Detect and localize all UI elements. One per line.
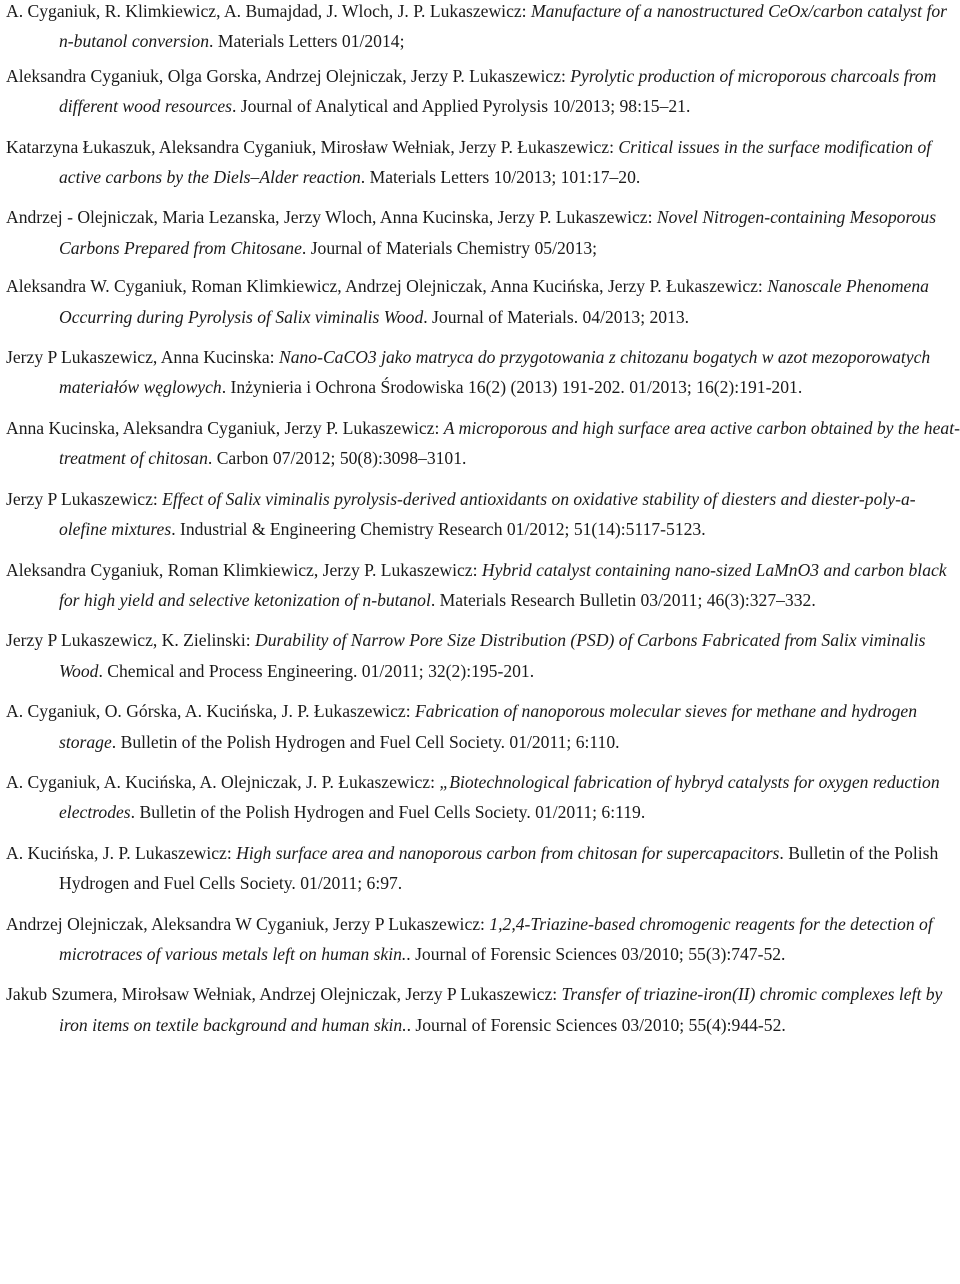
reference-authors: Aleksandra Cyganiuk, Olga Gorska, Andrzej Olejniczak, Jerzy P. Lukaszewicz: bbox=[6, 65, 571, 86]
reference-title: 1,2,4-Triazine-based chromogenic reagents for the detection of microtraces of various metals left on human skin. bbox=[59, 913, 933, 964]
reference-source: . Materials Letters 01/2014; bbox=[209, 31, 405, 52]
reference-source: . Industrial & Engineering Chemistry Research 01/2012; 51(14):5117-5123. bbox=[171, 519, 706, 540]
reference-authors: A. Cyganiuk, O. Górska, A. Kucińska, J. P. Łukaszewicz: bbox=[6, 701, 415, 722]
reference-authors: Aleksandra W. Cyganiuk, Roman Klimkiewicz, Andrzej Olejniczak, Anna Kucińska, Jerzy P. Łukaszewicz: bbox=[6, 276, 768, 297]
reference-authors: Jerzy P Lukaszewicz, Anna Kucinska: bbox=[6, 347, 279, 368]
reference-source: . Inżynieria i Ochrona Środowiska 16(2) (2013) 191-202. 01/2013; 16(2):191-201. bbox=[221, 377, 803, 398]
reference-title: „Biotechnological fabrication of hybryd catalysts for oxygen reduction electrodes bbox=[59, 771, 940, 823]
reference-source: . Journal of Materials. 04/2013; 2013. bbox=[423, 306, 690, 327]
reference-title: Transfer of triazine-iron(II) chromic complexes left by iron items on textile background and human skin. bbox=[59, 984, 943, 1035]
reference-source: . Bulletin of the Polish Hydrogen and Fuel Cells Society. 01/2011; 6:119. bbox=[130, 802, 646, 823]
reference-title: High surface area and nanoporous carbon from chitosan for supercapacitors bbox=[236, 842, 780, 863]
reference-source: . Bulletin of the Polish Hydrogen and Fuel Cells Society. 01/2011; 6:97. bbox=[59, 842, 939, 894]
reference-authors: A. Kucińska, J. P. Lukaszewicz: bbox=[6, 842, 237, 863]
reference-source: . Bulletin of the Polish Hydrogen and Fuel Cell Society. 01/2011; 6:110. bbox=[111, 731, 620, 752]
reference-source: . Materials Letters 10/2013; 101:17–20. bbox=[360, 167, 641, 188]
reference-title: Pyrolytic production of microporous charcoals from different wood resources bbox=[59, 65, 937, 117]
reference-authors: Andrzej - Olejniczak, Maria Lezanska, Jerzy Wloch, Anna Kucinska, Jerzy P. Lukaszewicz: bbox=[6, 207, 657, 228]
reference-source: . Journal of Forensic Sciences 03/2010; 55(3):747-52. bbox=[406, 943, 786, 964]
reference-title: Hybrid catalyst containing nano-sized LaMnO3 and carbon black for high yield and selective ketonization of n-butanol bbox=[59, 559, 947, 610]
reference-authors: A. Cyganiuk, R. Klimkiewicz, A. Bumajdad, J. Wloch, J. P. Lukaszewicz: bbox=[6, 1, 531, 21]
reference-item bbox=[6, 625, 960, 686]
reference-title: Critical issues in the surface modification of active carbons by the Diels–Alder reaction bbox=[59, 136, 932, 188]
reference-item bbox=[6, 0, 960, 57]
reference-title: Effect of Salix viminalis pyrolysis-derived antioxidants on oxidative stability of diesters and diester-poly-a-olefine mixtures bbox=[59, 488, 916, 540]
reference-item bbox=[6, 979, 960, 1040]
reference-source: . Materials Research Bulletin 03/2011; 46(3):327–332. bbox=[430, 589, 816, 610]
reference-authors: Jerzy P Lukaszewicz: bbox=[6, 488, 163, 509]
reference-authors: A. Cyganiuk, A. Kucińska, A. Olejniczak, J. P. Łukaszewicz: bbox=[6, 771, 440, 792]
reference-source: . Journal of Forensic Sciences 03/2010; 55(4):944-52. bbox=[406, 1014, 786, 1035]
reference-item bbox=[6, 767, 960, 828]
reference-title: Novel Nitrogen-containing Mesoporous Carbons Prepared from Chitosane bbox=[59, 207, 937, 258]
reference-item bbox=[6, 413, 960, 474]
reference-item bbox=[6, 271, 960, 332]
reference-source: . Carbon 07/2012; 50(8):3098–3101. bbox=[207, 448, 467, 469]
reference-item bbox=[6, 132, 960, 193]
reference-title: Fabrication of nanoporous molecular sieves for methane and hydrogen storage bbox=[59, 701, 918, 752]
reference-source: . Journal of Materials Chemistry 05/2013; bbox=[301, 237, 598, 258]
reference-authors: Jerzy P Lukaszewicz, K. Zielinski: bbox=[6, 630, 256, 651]
reference-authors: Katarzyna Łukaszuk, Aleksandra Cyganiuk, Mirosław Wełniak, Jerzy P. Łukaszewicz: bbox=[6, 136, 619, 157]
reference-item bbox=[6, 555, 960, 616]
reference-title: Durability of Narrow Pore Size Distribution (PSD) of Carbons Fabricated from Salix viminalis Wood bbox=[59, 630, 926, 681]
reference-item bbox=[6, 696, 960, 757]
reference-source: . Chemical and Process Engineering. 01/2011; 32(2):195-201. bbox=[98, 660, 535, 681]
reference-title: Manufacture of a nanostructured CeOx/carbon catalyst for n-butanol conversion bbox=[59, 1, 947, 52]
reference-item bbox=[6, 61, 960, 122]
reference-item bbox=[6, 838, 960, 899]
reference-authors: Aleksandra Cyganiuk, Roman Klimkiewicz, Jerzy P. Lukaszewicz: bbox=[6, 559, 482, 580]
reference-item bbox=[6, 484, 960, 545]
reference-item bbox=[6, 909, 960, 970]
reference-item bbox=[6, 202, 960, 263]
reference-title: Nano-CaCO3 jako matryca do przygotowania z chitozanu bogatych w azot mezoporowatych materiałów węglowych bbox=[59, 347, 931, 398]
reference-title: A microporous and high surface area active carbon obtained by the heat-treatment of chitosan bbox=[59, 417, 960, 469]
reference-source: . Journal of Analytical and Applied Pyrolysis 10/2013; 98:15–21. bbox=[231, 96, 691, 117]
reference-authors: Jakub Szumera, Mirołsaw Wełniak, Andrzej Olejniczak, Jerzy P Lukaszewicz: bbox=[6, 984, 562, 1005]
reference-title: Nanoscale Phenomena Occurring during Pyrolysis of Salix viminalis Wood bbox=[59, 276, 929, 327]
reference-authors: Anna Kucinska, Aleksandra Cyganiuk, Jerzy P. Lukaszewicz: bbox=[6, 417, 444, 438]
reference-item bbox=[6, 342, 960, 403]
reference-authors: Andrzej Olejniczak, Aleksandra W Cyganiuk, Jerzy P Lukaszewicz: bbox=[6, 913, 490, 934]
